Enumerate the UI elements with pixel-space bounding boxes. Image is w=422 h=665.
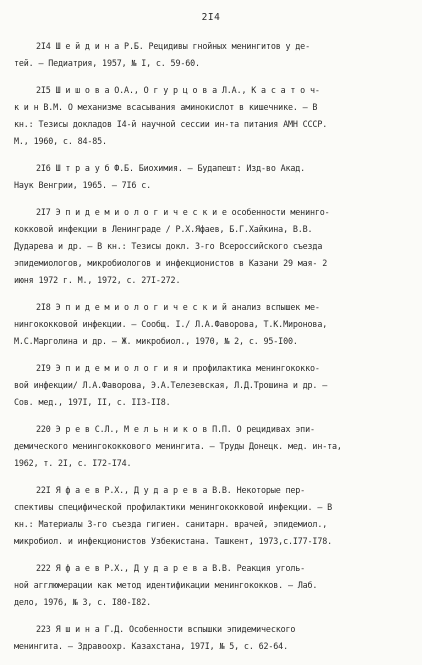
reference-entry-line: июня 1972 г. М., 1972, с. 27I-272. xyxy=(14,275,181,286)
reference-entry-first-line: 223 Я ш и н а Г.Д. Особенности вспышки эпидемического xyxy=(36,623,296,634)
reference-entry-line: вой инфекции/ Л.А.Фаворова, Э.А.Телезевская, Л.Д.Трошина и др. – xyxy=(14,380,328,391)
reference-entry xyxy=(14,621,410,655)
reference-entry xyxy=(14,482,410,551)
reference-entry-first-line: 220 Э р е в С.Л., М е л ь н и к о в П.П. О рецидивах эпи- xyxy=(36,423,315,434)
reference-entry-first-line: 2I5 Ш и ш о в а О.А., О г у р ц о в а Л.А., К а с а т о ч- xyxy=(36,84,320,95)
reference-entry-first-line: 222 Я ф а е в Р.Х., Д у д а р е в а В.В. Реакция уголь- xyxy=(36,563,306,573)
reference-entry-line: дело, 1976, № 3, с. I80-I82. xyxy=(14,597,151,608)
reference-list xyxy=(14,38,410,665)
reference-entry-line: Наук Венгрии, 1965. – 7I6 с. xyxy=(14,180,151,191)
reference-entry xyxy=(14,82,410,151)
reference-entry-line: М., 1960, с. 84-85. xyxy=(14,136,107,147)
reference-entry xyxy=(14,160,410,194)
reference-entry-first-line: 2I8 Э п и д е м и о л о г и ч е с к и й анализ вспышек ме- xyxy=(36,302,320,312)
reference-entry-line: эпидемиологов, микробиологов и инфекционистов в Казани 29 мая- 2 xyxy=(14,258,328,269)
page-number: 2I4 xyxy=(201,12,221,23)
reference-entry-line: М.С.Марголина и др. – Ж. микробиол., 1970, № 2, с. 95-I00. xyxy=(14,336,298,347)
reference-entry-line: тей. – Педиатрия, 1957, № I, с. 59-60. xyxy=(14,58,200,69)
reference-entry-line: к и н В.М. О механизме всасывания аминокислот в кишечнике. – В xyxy=(14,101,318,112)
reference-entry-line: нингококковой инфекции. – Сообщ. I./ Л.А.Фаворова, Т.К.Миронова, xyxy=(14,319,328,330)
reference-entry-line: кн.: Материалы 3-го съезда гигиен. санитарн. врачей, эпидемиол., xyxy=(14,519,328,530)
reference-entry-line: Дударева и др. – В кн.: Тезисы докл. 3-го Всероссийского съезда xyxy=(14,241,323,252)
reference-entry-line: кокковой инфекции в Ленинграде / Р.Х.Яфаев, Б.Г.Хайкина, В.В. xyxy=(14,223,313,234)
reference-entry xyxy=(14,421,410,473)
reference-entry-first-line: 2I9 Э п и д е м и о л о г и я и профилактика менингококко- xyxy=(36,362,320,373)
reference-entry-first-line: 2I4 Ш е й д и н а Р.Б. Рецидивы гнойных менингитов у де- xyxy=(36,41,310,51)
reference-entry xyxy=(14,360,410,412)
reference-entry xyxy=(14,204,410,290)
reference-entry xyxy=(14,38,410,72)
reference-entry-line: 1962, т. 2I, с. I72-I74. xyxy=(14,458,132,469)
reference-entry-line: Сов. мед., 197I, II, с. II3-II8. xyxy=(14,397,171,408)
reference-entry-line: кн.: Тезисы докладов I4-й научной сессии ин-та питания АМН СССР. xyxy=(14,119,328,130)
reference-entry xyxy=(14,299,410,351)
reference-entry-line: ной агглюмерации как метод идентификации менингококков. – Лаб. xyxy=(14,580,318,591)
reference-entry-first-line: 22I Я ф а е в Р.Х., Д у д а р е в а В.В. Некоторые пер- xyxy=(36,484,306,495)
reference-entry-first-line: 2I6 Ш т р а у б Ф.Б. Биохимия. – Будапешт: Изд-во Акад. xyxy=(36,162,306,173)
reference-entry-line: менингита. – Здравоохр. Казахстана, 197I, № 5, с. 62-64. xyxy=(14,641,288,652)
reference-entry-first-line: 2I7 Э п и д е м и о л о г и ч е с к и е особенности менинго- xyxy=(36,206,330,217)
reference-entry-line: спективы специфической профилактики менингококковой инфекции. – В xyxy=(14,502,332,513)
reference-entry-line: микробиол. и инфекционистов Узбекистана. Ташкент, 1973,с.I77-I78. xyxy=(14,536,332,547)
reference-entry-line: демического менингококкового менингита. – Труды Донецк. мед. ин-та, xyxy=(14,441,342,452)
reference-entry xyxy=(14,560,410,612)
